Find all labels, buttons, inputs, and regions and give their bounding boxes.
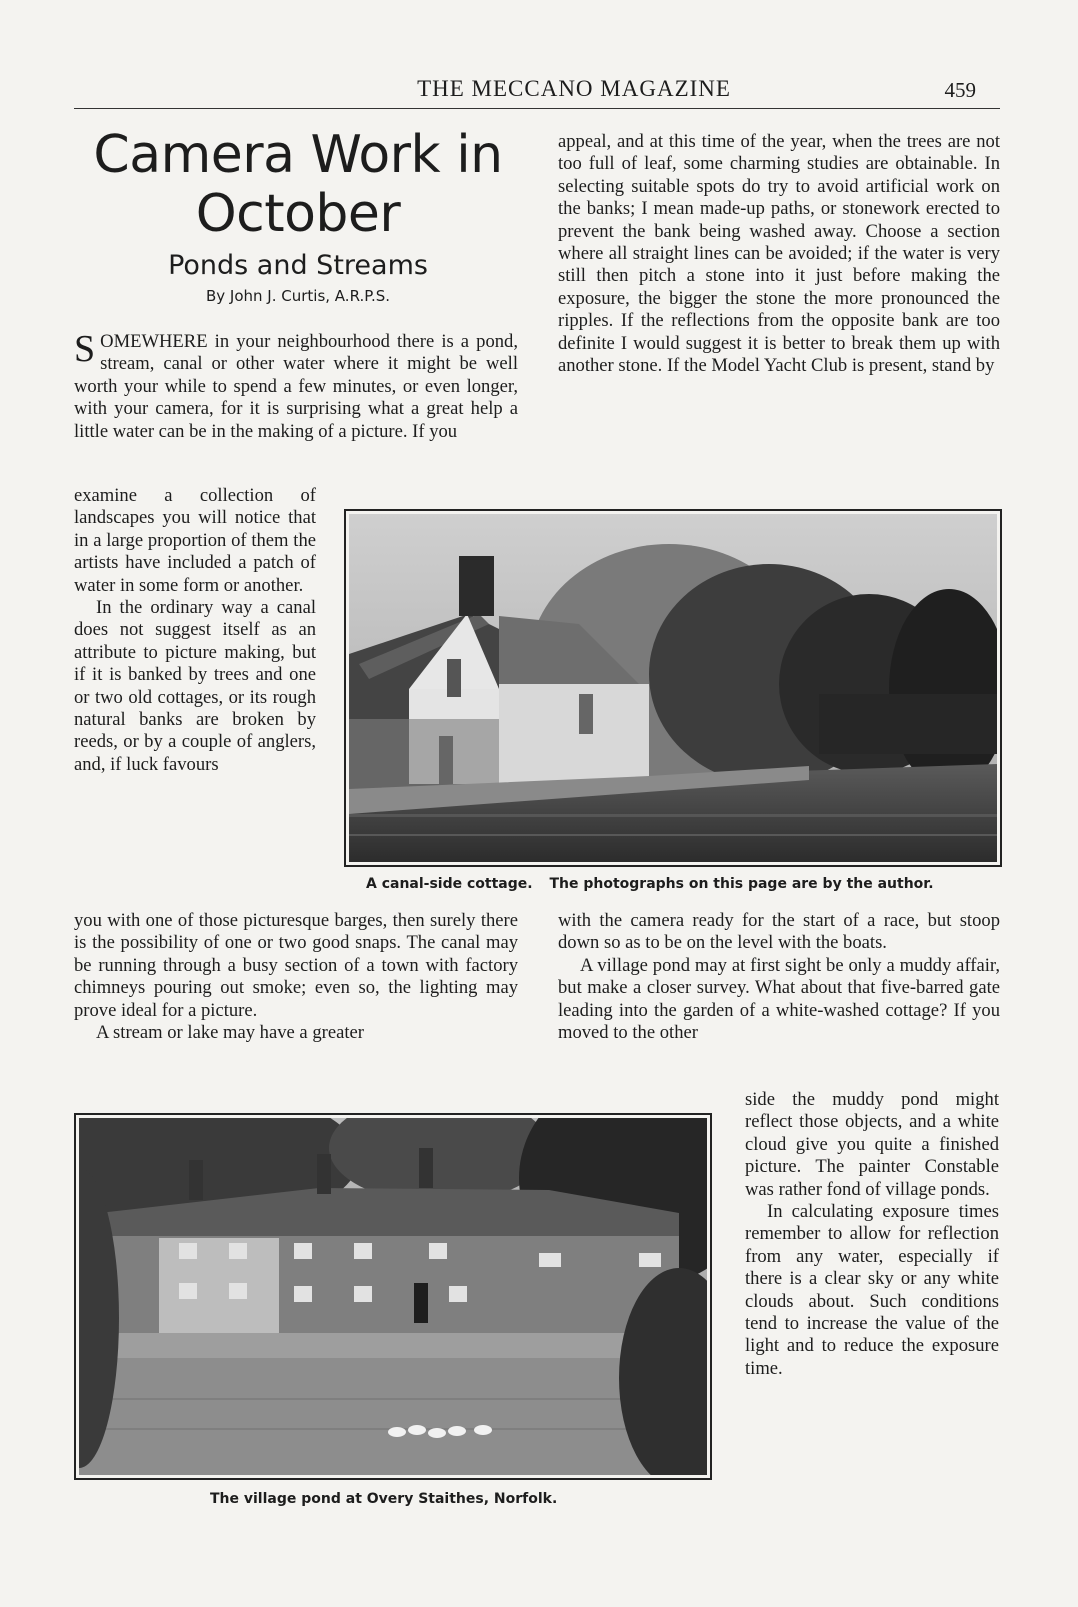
canal-cottage-photo — [344, 509, 1002, 867]
left-column-narrow — [74, 485, 316, 776]
village-pond-photo — [74, 1113, 712, 1480]
title-line-2: October — [195, 184, 401, 244]
canal-cottage-image — [349, 514, 997, 862]
title-line-1: Camera Work in — [93, 125, 503, 185]
paragraph-stream: A stream or lake may have a greater — [96, 1022, 364, 1044]
photo-credit: The photographs on this page are by the author. — [549, 876, 934, 892]
page-number: 459 — [944, 78, 976, 102]
paragraph-canal: In the ordinary way a canal does not suggest itself as an attribute to picture making, but if it is banked by trees and one or two old cottages, or its rough natural banks are broken by reeds, or by a couple of anglers, and, if luck favours — [74, 597, 316, 775]
intro-text: OMEWHERE in your neighbourhood there is a pond, stream, canal or other water where it might be well worth your while to spend a few minutes, or even longer, with your camera, for it is surprising what a great help a little water can be in the making of a picture. If you — [74, 331, 518, 442]
article-title — [74, 126, 522, 244]
paragraph-landscapes: examine a collection of landscapes you will notice that in a large proportion of them the artists have included a patch of water in some form or another. — [74, 485, 316, 596]
village-pond-image — [79, 1118, 707, 1475]
magazine-title: THE MECCANO MAGAZINE — [417, 76, 731, 101]
canal-photo-caption — [366, 876, 934, 892]
right-column-narrow — [745, 1089, 999, 1380]
canal-caption-title: A canal-side cottage. — [366, 876, 533, 892]
page-header — [74, 74, 1000, 109]
article-byline: By John J. Curtis, A.R.P.S. — [205, 287, 390, 305]
paragraph-reflection: side the muddy pond might reflect those objects, and a white cloud give you quite a finished picture. The painter Constable was rather fond of village ponds. — [745, 1089, 999, 1200]
paragraph-village-pond: A village pond may at first sight be only a muddy affair, but make a closer survey. What about that five-barred gate leading into the garden of a white-washed cottage? If you moved to the other — [558, 954, 1000, 1044]
right-column-middle — [558, 910, 1000, 1044]
left-column-continued — [74, 910, 518, 1044]
drop-cap: S — [74, 328, 96, 370]
right-column-top — [558, 131, 1000, 377]
article-subtitle: Ponds and Streams — [168, 250, 428, 281]
pond-photo-caption: The village pond at Overy Staithes, Norfolk. — [210, 1491, 558, 1507]
paragraph-barges: you with one of those picturesque barges, then surely there is the possibility of one or two good snaps. The canal may be running through a busy section of a town with factory chimneys pouring out smoke; even so, the lighting may prove ideal for a picture. — [74, 910, 518, 1021]
paragraph-yacht: with the camera ready for the start of a race, but stoop down so as to be on the level with the boats. — [558, 910, 1000, 954]
left-column-intro — [74, 328, 518, 443]
paragraph-appeal: appeal, and at this time of the year, when the trees are not too full of leaf, some charming studies are obtainable. In selecting suitable spots do try to avoid artificial work on the banks; I mean made-up paths, or stonework erected to prevent the bank being washed away. Choose a section where all straight lines can be avoided; if the water is very still then pitch a stone into it just before making the exposure, the bigger the stone the more pronounced the ripples. If the reflections from the opposite bank are too definite I would suggest it is better to break them up with another stone. If the Model Yacht Club is present, stand by — [558, 131, 1000, 377]
article-heading — [74, 126, 522, 305]
paragraph-exposure: In calculating exposure times remember to allow for reflection from any water, especially if there is a clear sky or any white clouds about. Such conditions tend to increase the value of the light and to reduce the exposure time. — [745, 1201, 999, 1379]
